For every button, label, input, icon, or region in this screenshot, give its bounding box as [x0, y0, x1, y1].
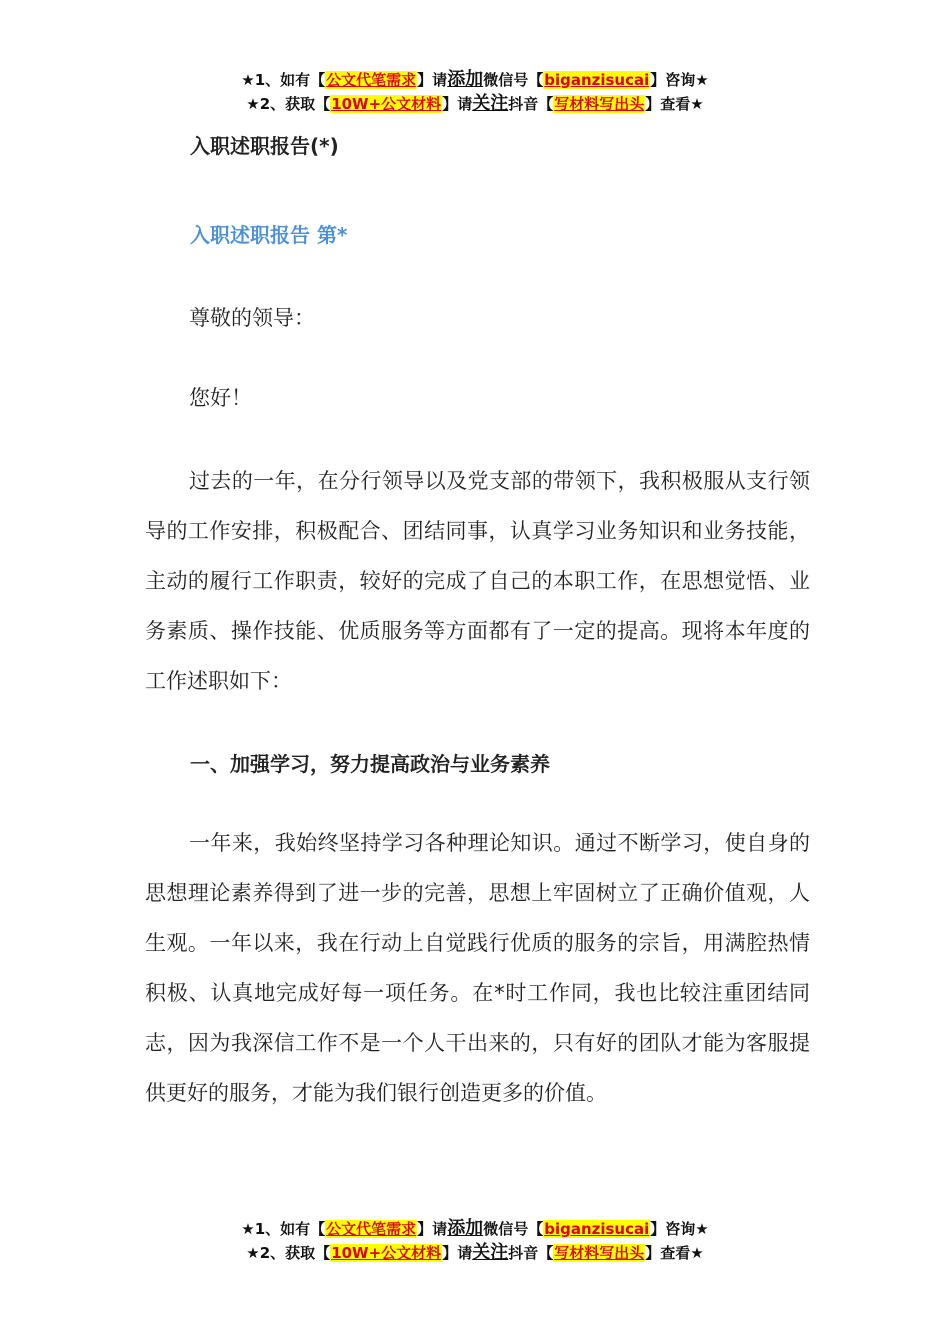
paragraph-1: 过去的一年，在分行领导以及党支部的带领下，我积极服从支行领导的工作安排，积极配合、团结同事，认真学习业务知识和业务技能，主动的履行工作职责，较好的完成了自己的本职工作，在思想觉悟、业务素质、操作技能、优质服务等方面都有了一定的提高。现将本年度的工作述职如下： [145, 469, 810, 693]
top-banner [0, 68, 950, 116]
banner-emphasis: 关注 [472, 1242, 509, 1263]
banner-text: 】查看★ [645, 95, 704, 113]
banner-text: 】查看★ [645, 1244, 704, 1262]
banner-text: 微信号【 [483, 1220, 544, 1238]
banner-highlight: 10W+公文材料 [331, 95, 442, 113]
document-subtitle: 入职述职报告 第* [190, 223, 348, 247]
section-1-heading: 一、加强学习，努力提高政治与业务素养 [190, 752, 550, 776]
banner-text: 】咨询★ [650, 1220, 709, 1238]
banner-text: 】请 [442, 95, 473, 113]
banner-text: ★1、如有【 [241, 71, 326, 89]
banner-highlight: 写材料写出头 [554, 95, 645, 113]
banner-text: 微信号【 [483, 71, 544, 89]
banner-text: 】咨询★ [650, 71, 709, 89]
banner-text: ★1、如有【 [241, 1220, 326, 1238]
banner-highlight: 写材料写出头 [554, 1244, 645, 1262]
document-title: 入职述职报告(*) [190, 134, 339, 158]
banner-line-2 [0, 92, 950, 116]
banner-highlight: biganzisucai [544, 71, 650, 89]
banner-emphasis: 添加 [447, 69, 484, 90]
banner-emphasis: 关注 [472, 93, 509, 114]
banner-text: 】请 [417, 71, 448, 89]
banner-line-2 [0, 1241, 950, 1265]
banner-text: ★2、获取【 [246, 1244, 331, 1262]
banner-highlight: 公文代笔需求 [326, 1220, 417, 1238]
banner-line-1 [0, 1217, 950, 1241]
banner-text: 抖音【 [508, 95, 554, 113]
banner-highlight: biganzisucai [544, 1220, 650, 1238]
banner-text: 抖音【 [508, 1244, 554, 1262]
banner-highlight: 公文代笔需求 [326, 71, 417, 89]
banner-text: 】请 [417, 1220, 448, 1238]
paragraph-2: 一年来，我始终坚持学习各种理论知识。通过不断学习，使自身的思想理论素养得到了进一步的完善，思想上牢固树立了正确价值观，人生观。一年以来，我在行动上自觉践行优质的服务的宗旨，用满腔热情积极、认真地完成好每一项任务。在*时工作同，我也比较注重团结同志，因为我深信工作不是一个人干出来的，只有好的团队才能为客服提供更好的服务，才能为我们银行创造更多的价值。 [145, 831, 810, 1105]
banner-line-1 [0, 68, 950, 92]
greeting: 您好！ [189, 386, 252, 410]
bottom-banner [0, 1217, 950, 1265]
banner-emphasis: 添加 [447, 1218, 484, 1239]
banner-text: 】请 [442, 1244, 473, 1262]
banner-highlight: 10W+公文材料 [331, 1244, 442, 1262]
banner-text: ★2、获取【 [246, 95, 331, 113]
salutation: 尊敬的领导： [189, 306, 315, 330]
